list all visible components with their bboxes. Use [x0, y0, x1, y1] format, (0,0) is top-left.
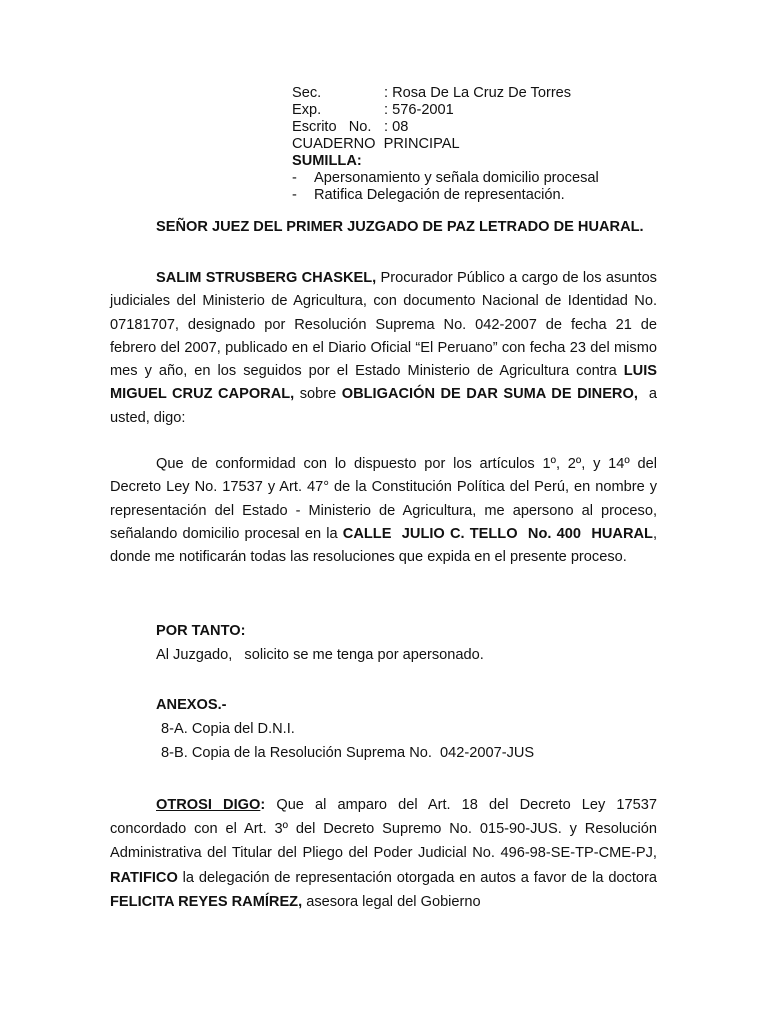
domicile-address: CALLE JULIO C. TELLO No. 400 HUARAL — [342, 525, 653, 542]
otrosi-paragraph — [110, 793, 657, 914]
sumilla-item-text: Ratifica Delegación de representación. — [314, 187, 565, 203]
dash-bullet: - — [292, 187, 297, 203]
exp-value: : 576-2001 — [384, 102, 454, 118]
conformity-text-1: Que de conformidad con lo dispuesto por los artículos 1º, 2º, y 14º del Decreto Ley No. 17537 y Art. 47° de la Constitución Política del Perú, en nombre y representación del Estado - Ministerio de Agricultura, me apersono al proceso, señalando domicilio procesal en la — [110, 456, 657, 542]
otrosi-text-3: asesora legal del Gobierno — [302, 893, 481, 910]
sec-row — [292, 85, 712, 102]
case-subject: OBLIGACIÓN DE DAR SUMA DE DINERO, — [341, 386, 638, 403]
addressee: SEÑOR JUEZ DEL PRIMER JUZGADO DE PAZ LETRADO DE HUARAL. — [156, 219, 644, 235]
intro-paragraph — [110, 267, 662, 430]
sumilla-item — [292, 187, 712, 204]
sec-value: : Rosa De La Cruz De Torres — [384, 85, 572, 101]
exp-row — [292, 102, 712, 119]
anexo-item: 8-B. Copia de la Resolución Suprema No. 042-2007-JUS — [161, 745, 535, 761]
otrosi-text-1: Que al amparo del Art. 18 del Decreto Ley 17537 concordado con el Art. 3º del Decreto Supremo No. 015-90-JUS. y Resolución Administrativa del Titular del Pliego del Poder Judicial No. 496-98-SE-TP-CME-PJ, — [110, 797, 658, 862]
otrosi-label: OTROSI DIGO — [156, 797, 261, 813]
sec-label: Sec. — [292, 85, 322, 101]
anexos-label: ANEXOS.- — [156, 697, 227, 713]
case-header — [292, 85, 712, 204]
intro-text-1: Procurador Público a cargo de los asuntos judiciales del Ministerio de Agricultura, con documento Nacional de Identidad No. 07181707, designado por Resolución Suprema No. 042-2007 de fecha 21 de febrero del 2007, publicado en el Diario Oficial “El Peruano” con fecha 23 del mismo mes y año, en los seguidos por el Estado Ministerio de Agricultura contra — [110, 270, 657, 380]
escrito-row — [292, 119, 712, 136]
escrito-value: : 08 — [384, 119, 409, 135]
anexo-item: 8-A. Copia del D.N.I. — [161, 721, 295, 737]
lawyer-name: FELICITA REYES RAMÍREZ, — [110, 893, 303, 910]
intro-text-2: sobre — [294, 386, 342, 403]
por-tanto-text: Al Juzgado, solicito se me tenga por apersonado. — [156, 647, 484, 663]
sumilla-item-text: Apersonamiento y señala domicilio procesal — [314, 170, 599, 186]
otrosi-text-2: la delegación de representación otorgada en autos a favor de la doctora — [177, 869, 657, 886]
cuaderno-line: CUADERNO PRINCIPAL — [292, 136, 460, 152]
defendant-name: LUIS MIGUEL CRUZ CAPORAL, — [110, 363, 657, 403]
exp-label: Exp. — [292, 102, 322, 118]
sumilla-item — [292, 170, 712, 187]
otrosi-colon: : — [260, 797, 266, 813]
dash-bullet: - — [292, 170, 297, 186]
por-tanto-label: POR TANTO: — [156, 623, 246, 639]
conformity-text-2: , donde me notificarán todas las resoluciones que expida en el presente proceso. — [110, 525, 658, 566]
ratifico-word: RATIFICO — [110, 869, 178, 886]
conformity-paragraph — [110, 453, 657, 569]
sumilla-label: SUMILLA: — [292, 153, 362, 169]
procurator-name: SALIM STRUSBERG CHASKEL, — [156, 270, 377, 286]
escrito-label: Escrito No. — [292, 119, 372, 135]
intro-text-3: a usted, digo: — [110, 386, 662, 426]
